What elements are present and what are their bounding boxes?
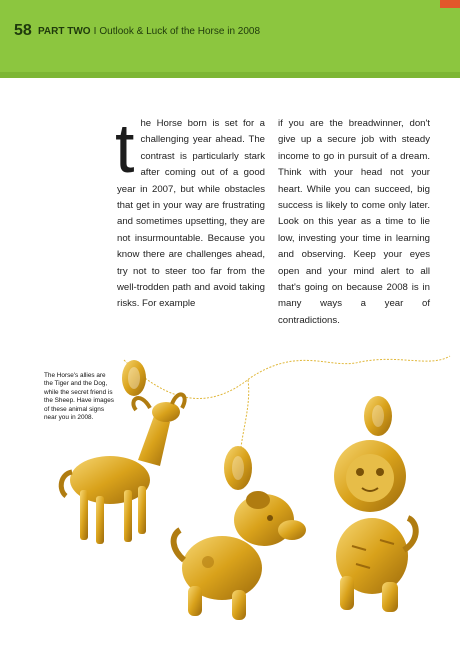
dog-pendant-icon [174, 446, 306, 620]
chapter-title: Outlook & Luck of the Horse in 2008 [99, 26, 261, 37]
right-column-text: if you are the breadwinner, don't give up a secure job with steady income to go in pursuit of a dream. Think with your head not your heart. While you can succeed, big success is likely to come only later. Look on this year as a time to lie low, investing your time in learning and observing. Keep your eyes open and your mind alert to all that's going on because 2008 is in many ways a year of contradictions. [278, 118, 430, 326]
article-column-right [278, 116, 430, 329]
section-label: PART TWO [38, 26, 91, 37]
header-band [0, 0, 460, 78]
sheep-pendant-icon [61, 360, 184, 544]
header-band-edge [0, 72, 460, 78]
running-head-separator: I [93, 26, 97, 37]
drop-cap: t [115, 109, 135, 187]
running-head [38, 26, 260, 37]
tiger-pendant-icon [334, 396, 416, 612]
left-column-text: he Horse born is set for a challenging year ahead. The contrast is particularly stark after coming out of a good year in 2007, but while obstacles that get in your way are frustrating and sometimes upsetting, they are not insurmountable. Because you know there are challenges ahead, try not to steer too far from the well-trodden path and avoid taking risks. For example [117, 118, 265, 310]
photo-caption: The Horse's allies are the Tiger and the Dog, while the secret friend is the Sheep. Have images of these animal signs near you in 2008. [44, 372, 114, 422]
gold-pendants-photo [0, 350, 460, 646]
corner-mark [440, 0, 460, 8]
article-column-left [115, 109, 265, 313]
page-number: 58 [14, 22, 32, 39]
gold-chain [124, 356, 450, 399]
